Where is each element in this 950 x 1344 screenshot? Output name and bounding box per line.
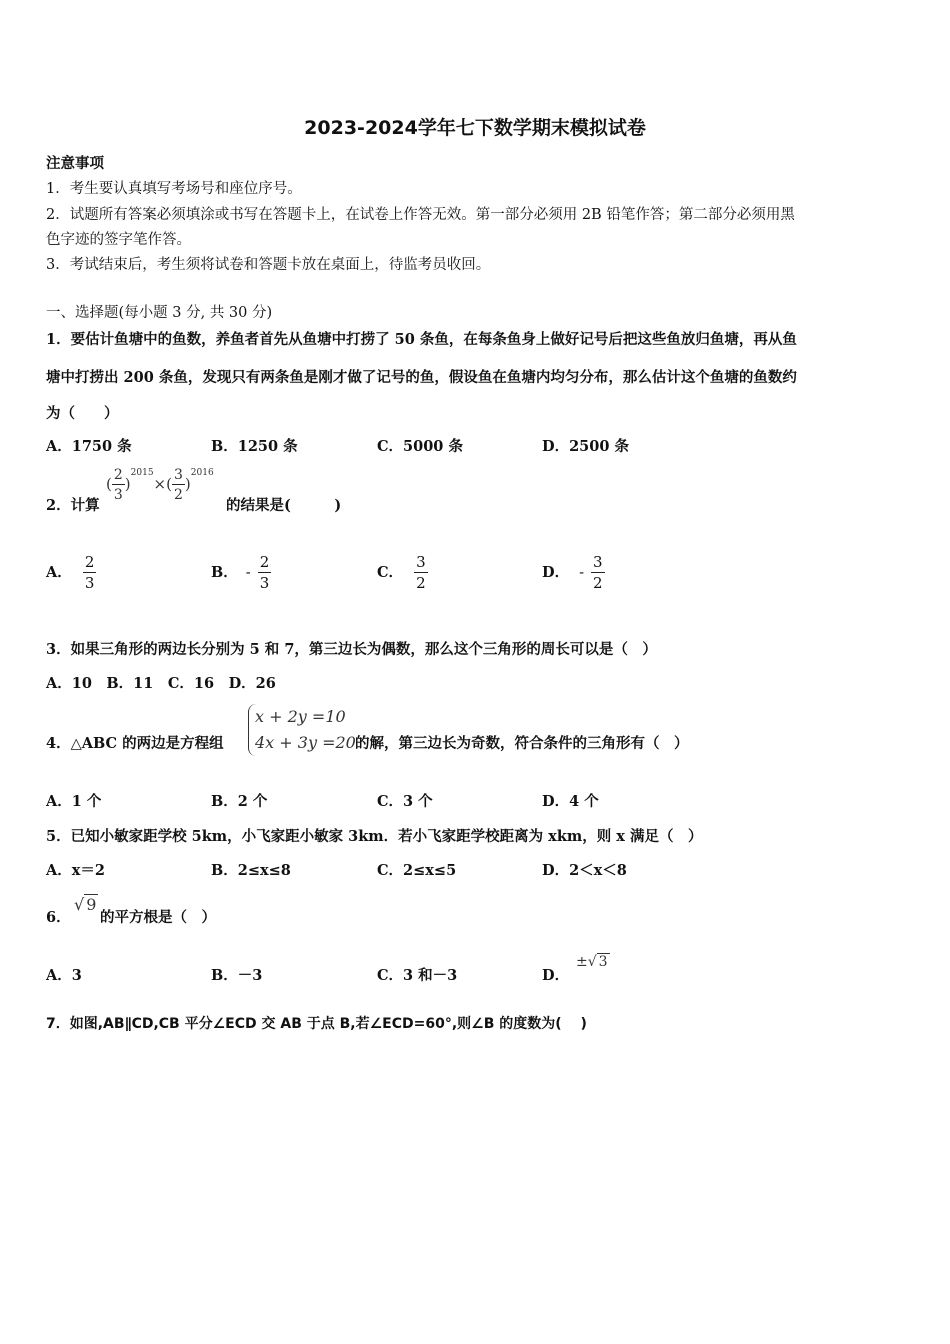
notice-item: 3．考试结束后，考生须将试卷和答题卡放在桌面上，待监考员收回。	[46, 257, 491, 273]
fraction-denominator: 3	[113, 487, 123, 503]
question-2-suffix: 的结果是( )	[226, 497, 342, 514]
fraction-denominator: 3	[259, 574, 270, 592]
radicand: 9	[86, 895, 97, 914]
option-c[interactable]: C．2≤x≤5	[377, 862, 457, 879]
question-1-line: 为（ ）	[46, 405, 119, 422]
question-6-suffix: 的平方根是（ ）	[100, 909, 216, 926]
option-d[interactable]: D．	[542, 967, 570, 984]
plus-minus-square-root: ±√ 3	[576, 954, 608, 970]
fraction-denominator: 2	[593, 574, 603, 592]
question-1-line: 1．要估计鱼塘中的鱼数，养鱼者首先从鱼塘中打捞了 50 条鱼，在每条鱼身上做好记号后把这些鱼放归鱼塘，再从鱼	[46, 331, 797, 348]
fraction-numerator: 3	[416, 553, 426, 571]
option-b[interactable]: B．2 个	[211, 793, 268, 810]
option-a[interactable]: A．1750 条	[46, 438, 132, 455]
option-a[interactable]: A．1 个	[46, 793, 102, 810]
square-root: √ 9	[74, 895, 97, 914]
question-4-suffix: 的解，第三边长为奇数，符合条件的三角形有（ ）	[355, 735, 689, 752]
question-2-expression	[106, 468, 214, 502]
fraction-denominator: 2	[173, 487, 183, 503]
fraction-denominator: 2	[416, 574, 426, 592]
section-heading: 一、选择题(每小题 3 分, 共 30 分)	[46, 305, 273, 321]
question-6-prefix: 6．	[46, 909, 71, 926]
notice-item: 1．考生要认真填写考场号和座位序号。	[46, 181, 302, 197]
option-d[interactable]: D．4 个	[542, 793, 599, 810]
question-4-prefix: 4．△ABC 的两边是方程组	[46, 735, 224, 752]
radicand: 3	[598, 954, 608, 970]
option-c[interactable]: C．5000 条	[377, 438, 463, 455]
fraction-denominator: 3	[84, 574, 95, 592]
option-c[interactable]: C．3 个	[377, 793, 433, 810]
question-2-prefix: 2．计算	[46, 497, 100, 514]
equation-system	[248, 704, 356, 756]
question-3-options[interactable]: A．10 B．11 C．16 D．26	[46, 675, 276, 692]
fraction-numerator: 3	[173, 467, 183, 483]
times-sign: ×	[153, 475, 167, 493]
paren-right: )	[184, 475, 191, 493]
option-a[interactable]: A． $\frac{2}{3}$	[46, 553, 95, 592]
fraction-numerator: 2	[113, 467, 123, 483]
page-title: 2023-2024学年七下数学期末模拟试卷	[304, 117, 646, 139]
option-b[interactable]: B．2≤x≤8	[211, 862, 291, 879]
notice-item: 色字迹的签字笔作答。	[46, 232, 191, 248]
option-a[interactable]: A．x＝2	[46, 862, 105, 879]
paren-left: (	[106, 475, 112, 493]
option-b[interactable]: B． - $\frac{2}{3}$	[211, 553, 270, 592]
option-b[interactable]: B．－3	[211, 967, 263, 984]
question-7-text: 7．如图,AB∥CD,CB 平分∠ECD 交 AB 于点 B,若∠ECD=60°,则∠B 的度数为( )	[46, 1016, 587, 1032]
notice-heading: 注意事项	[46, 155, 104, 172]
option-d[interactable]: D． - $\frac{3}{2}$	[542, 553, 603, 592]
equation-2: 4x + 3y =20	[255, 733, 356, 752]
exponent: 2015	[130, 468, 154, 478]
question-1-line: 塘中打捞出 200 条鱼，发现只有两条鱼是刚才做了记号的鱼，假设鱼在鱼塘内均匀分布，那么估计这个鱼塘的鱼数约	[46, 369, 797, 386]
question-5-text: 5．已知小敏家距学校 5km，小飞家距小敏家 3km．若小飞家距学校距离为 xkm，则 x 满足（ ）	[46, 828, 703, 845]
fraction-numerator: 3	[593, 553, 603, 571]
fraction-numerator: 2	[84, 553, 95, 571]
paren-right: )	[124, 475, 131, 493]
option-c[interactable]: C． $\frac{3}{2}$	[377, 553, 426, 592]
option-a[interactable]: A．3	[46, 967, 82, 984]
fraction-numerator: 2	[259, 553, 270, 571]
paren-left: (	[166, 475, 172, 493]
option-d[interactable]: D．2500 条	[542, 438, 629, 455]
option-b[interactable]: B．1250 条	[211, 438, 298, 455]
option-d[interactable]: D．2＜x＜8	[542, 862, 627, 879]
notice-item: 2．试题所有答案必须填涂或书写在答题卡上，在试卷上作答无效。第一部分必须用 2B 铅笔作答；第二部分必须用黑	[46, 207, 795, 223]
equation-1: x + 2y =10	[255, 707, 346, 726]
option-c[interactable]: C．3 和－3	[377, 967, 458, 984]
exponent: 2016	[190, 468, 214, 478]
question-3-text: 3．如果三角形的两边长分别为 5 和 7，第三边长为偶数，那么这个三角形的周长可以是（ ）	[46, 641, 657, 658]
